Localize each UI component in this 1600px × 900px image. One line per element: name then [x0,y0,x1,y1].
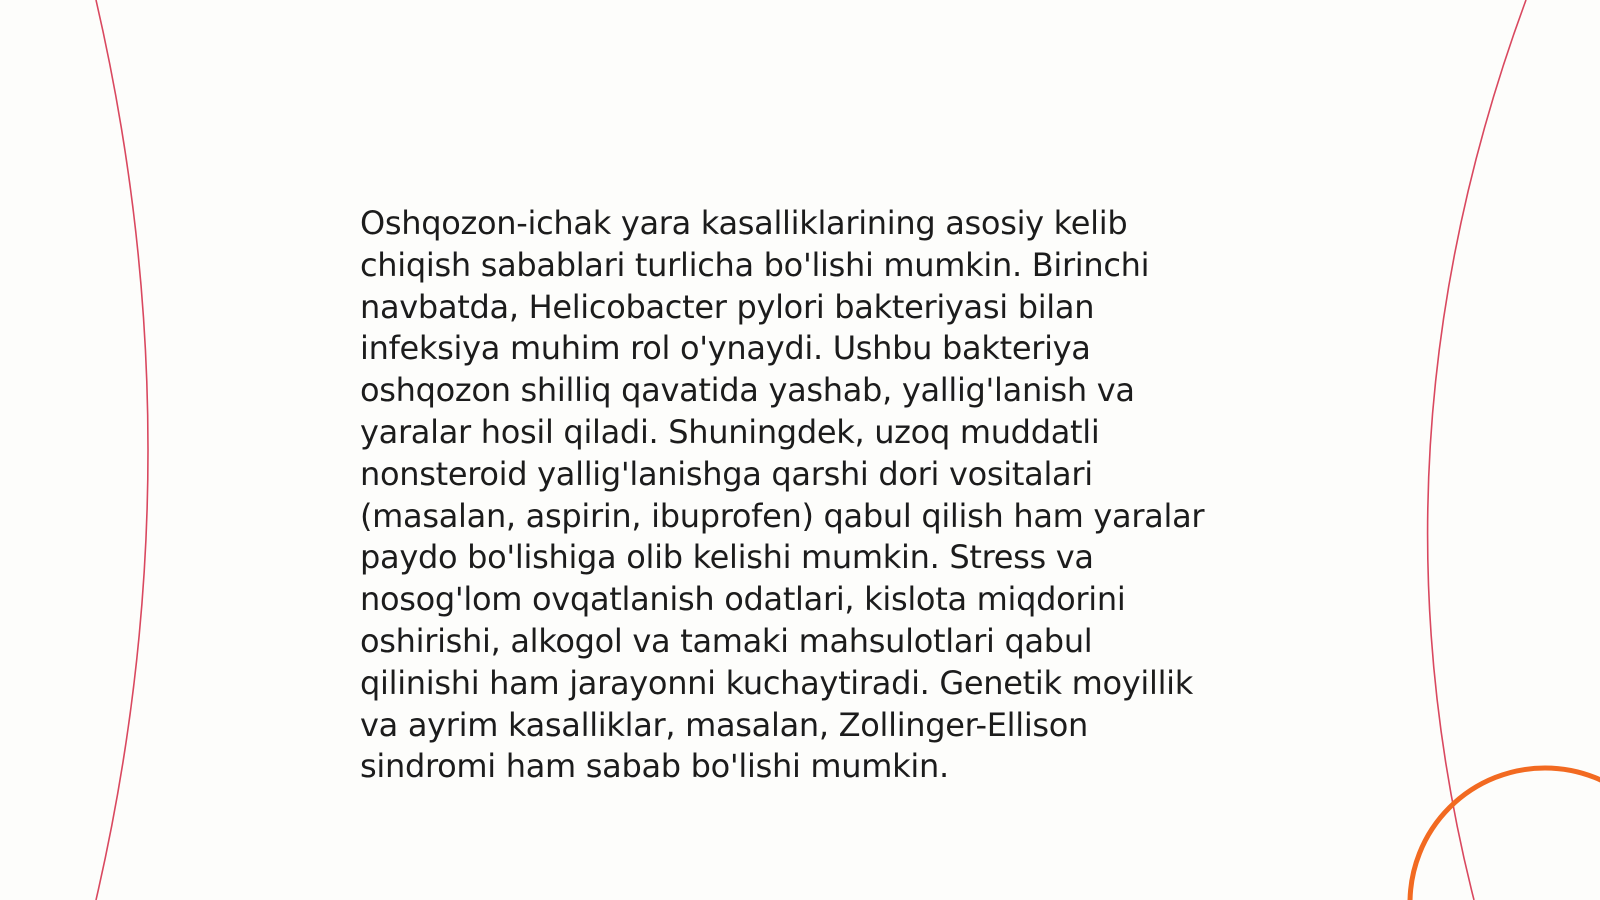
paragraph-line: va ayrim kasalliklar, masalan, Zollinger-Ellison [360,705,1089,744]
paragraph-line: sindromi ham sabab bo'lishi mumkin. [360,747,949,786]
paragraph-line: oshqozon shilliq qavatida yashab, yallig'lanish va [360,371,1135,410]
paragraph-line: oshirishi, alkogol va tamaki mahsulotlari qabul [360,621,1093,660]
paragraph-line: (masalan, aspirin, ibuprofen) qabul qilish ham yaralar [360,496,1205,535]
paragraph-line: nonsteroid yallig'lanishga qarshi dori vositalari [360,454,1093,493]
paragraph-line: Oshqozon-ichak yara kasalliklarining asosiy kelib [360,204,1128,242]
paragraph-line: chiqish sabablari turlicha bo'lishi mumkin. Birinchi [360,245,1150,284]
paragraph-line: navbatda, Helicobacter pylori bakteriyasi bilan [360,287,1095,326]
paragraph-line: paydo bo'lishiga olib kelishi mumkin. Stress va [360,538,1094,577]
right-arc-line [1428,0,1526,900]
paragraph-line: qilinishi ham jarayonni kuchaytiradi. Genetik moyillik [360,663,1193,702]
paragraph-line: yaralar hosil qiladi. Shuningdek, uzoq muddatli [360,412,1100,451]
left-arc-line [96,0,148,900]
body-paragraph [360,203,1240,788]
paragraph-line: infeksiya muhim rol o'ynaydi. Ushbu bakteriya [360,329,1091,368]
paragraph-line: nosog'lom ovqatlanish odatlari, kislota miqdorini [360,580,1126,619]
accent-circle [1410,768,1600,900]
